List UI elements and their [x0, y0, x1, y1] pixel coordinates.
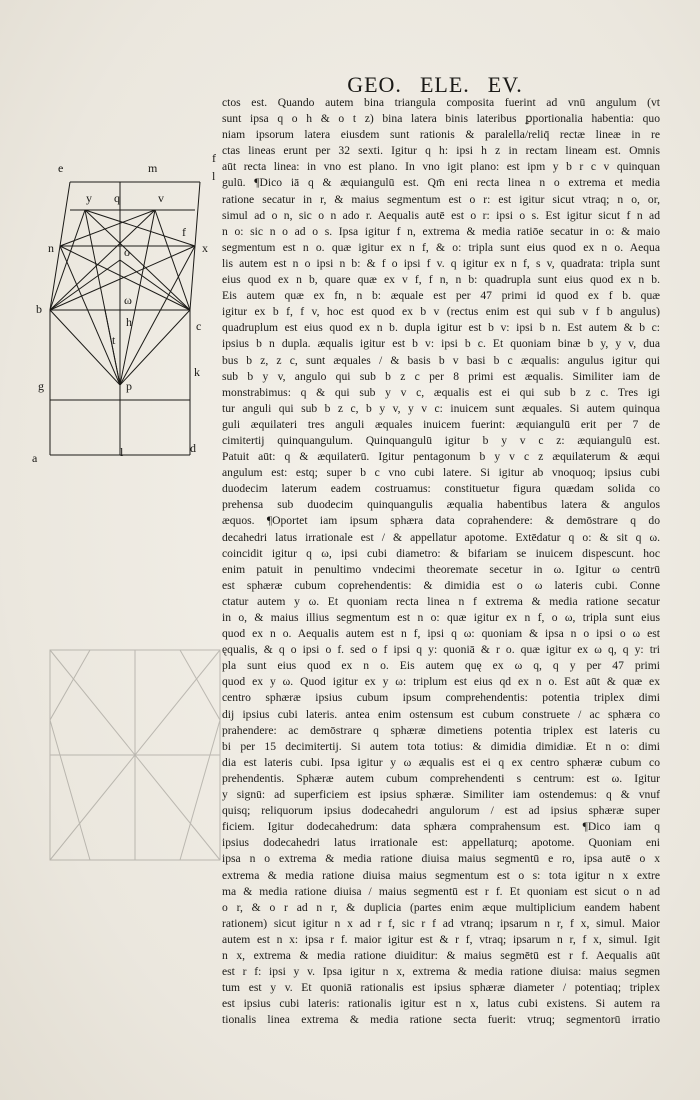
label-p: p	[126, 379, 132, 393]
text-line: niam ipsorum latera eiusdem sunt rationis & paralella/reliq̄ rectæ lineæ in re	[222, 128, 660, 142]
label-k: k	[194, 365, 200, 379]
text-line: igitur ex b f, f v, hoc est quod ex b v (rectus enim est qui sub v f b angulus)	[222, 305, 660, 319]
label-m: m	[148, 161, 158, 175]
text-line: enim patuit in penultimo vndecimi theoremate secetur in ω. Igitur ω centrū	[222, 562, 660, 576]
text-line: pla sunt eius quod ex n o. Eis autem quę ex ω q, q y per 47 primi	[222, 659, 660, 673]
text-line: bus b z, z c, sunt æquales / & basis b v basi b c æqualis: angulus igitur qui	[222, 353, 660, 367]
text-line: est ipsius cubi lateris: rationalis igitur est n x, latus cubi existens. Si autem ra	[222, 997, 660, 1011]
label-f-top: f	[212, 151, 216, 165]
label-x: x	[202, 241, 208, 255]
text-line: decahedri latus irrationale est / & appellatur apotome. Extēdatur q o: & sit q ω.	[222, 530, 660, 544]
text-line: Patuit aūt: q & æquilaterū. Igitur pentagonum b y v c z æquilaterum & æqui	[222, 450, 660, 464]
text-line: cimitertij quinquangulum. Quinquangulū igitur b y v c z: æquiangulū est.	[222, 433, 660, 447]
text-line: prehendentis. Sphæræ autem cubum comprehendenti s centrum: est ω. Igitur	[222, 771, 660, 785]
label-o: o	[124, 245, 130, 259]
label-l-top: l	[212, 169, 216, 183]
label-d: d	[190, 441, 196, 455]
text-line: quadruplum est eius quod ex n b. dupla igitur est b v: ipsi b n. Est autem & b c:	[222, 321, 660, 335]
text-line: ctos est. Quando autem bina triangula composita fuerint ad vnū angulum (vt	[222, 96, 660, 109]
label-q: q	[114, 191, 120, 205]
text-line: Eis autem quæ ex fn, n b: æquale est per 47 primi id quod ex f b. quæ	[222, 289, 660, 303]
text-line: extrema & media ratione diuisa maius segmentum est o s: tota igitur n x extre	[222, 868, 660, 882]
text-line: angulum est: estq; super b c vno cubi latere. Si igitur ab vnoquoq; ipsius cubi	[222, 466, 660, 480]
label-a: a	[32, 451, 38, 465]
text-line: ratione secatur in r, & maius segmentum est o r: est igitur sicut vtraq; n o, or,	[222, 192, 660, 206]
text-line: centro sphæræ ipsius cubum ipsum comprehendentis: potentia triplex dimi	[222, 691, 660, 705]
text-line: dij ipsius cubi lateris. antea enim ostensum est cubum construete / ac sphæra co	[222, 707, 660, 721]
running-head-ele: ELE.	[419, 72, 470, 97]
running-head-geo: GEO.	[347, 72, 402, 97]
text-line: coincidit igitur q ω, ipsi cubi diametro: & bifariam se inuicem dispescunt. hoc	[222, 546, 660, 560]
text-line: ipsius dodecahedri latus irrationale est: appellaturq; apotome. Quoniam eni	[222, 836, 660, 850]
text-line: tum est y v. Et quoniā rationalis est ipsius sphæræ diameter / potentiaq; triplex	[222, 981, 660, 995]
text-line: quisq; reliquorum ipsius dodecahedri angulorum / est ad ipsius sphæræ super	[222, 804, 660, 818]
text-line: ficiem. Igitur dodecahedrum: data sphæra comprahensum est. ¶Dico iam q	[222, 820, 660, 834]
text-line: monstrabimus: q & qui sub y v c, æqualis est ei qui sub b z c. Tres igi	[222, 385, 660, 399]
text-line: simul ad o n, sic o n ado r. Aequalis autē est o r: ipsi o s. Est igitur sicut f n ad	[222, 208, 660, 222]
text-line: ctas lineas erunt per 32 sexti. Igitur q h: ipsi h z in rectam lineam est. Omnis	[222, 144, 660, 158]
text-line: prahendere: ac demōstrare q sphæræ dimetiens potentia triplex est lateris cu	[222, 723, 660, 737]
text-line: æquos. ¶Oportet iam ipsum sphæra data coprahendere: & demōstrare q do	[222, 514, 660, 528]
geometric-figure	[30, 150, 230, 470]
text-line: ipsa n o extrema & media ratione diuisa maius segmentū e ro, ipsa autē o x	[222, 852, 660, 866]
text-line: dia est lateris cubi. Ipsa igitur y ω æqualis est ei q ex centro sphæræ cubum co	[222, 755, 660, 769]
label-n: n	[48, 241, 54, 255]
label-omega: ω	[124, 293, 132, 307]
label-t: t	[112, 333, 116, 347]
label-e: e	[58, 161, 64, 175]
label-c: c	[196, 319, 202, 333]
show-through-figure	[30, 630, 250, 890]
text-line: prehensa sub duodecim quinquangulis æqualia habentibus latera & angulos	[222, 498, 660, 512]
text-line: n x, extrema & media ratione diuiditur: & maius segmētū est r f. Aequalis aūt	[222, 948, 660, 962]
text-line: segmentum est n o. quæ igitur ex n f, & o: tripla sunt eius quod ex n o. Aequa	[222, 240, 660, 254]
text-line: ęqualis, & q o ipsi o f. sed o f ipsi q y: quoniā & r o. quæ igitur ex ω q, q y: tri	[222, 643, 660, 657]
text-line: guli æquilateri tres anguli æquales inuicem fuerint: æquiangulū erit per 7 de	[222, 417, 660, 431]
text-line: sunt ipsa q o h & o t z) bina latera binis lateribus ꝑportionalia habentia: quo	[222, 112, 660, 126]
text-line: tur anguli qui sub b z c, b y v, y v c: inuicem sunt æquales. Si autem quinqua	[222, 401, 660, 415]
text-line: ctatur autem y ω. Et quoniam recta linea n f extrema & media ratione secatur	[222, 594, 660, 608]
text-line: ipsius b n dupla. æqualis igitur est b v: ipsi b c. Et quoniam binæ b y, y v, dua	[222, 337, 660, 351]
text-line: duodecim laterum eadem costruamus: constituetur figura quædam solida co	[222, 482, 660, 496]
text-line: autem est n x: ipsa r f. maior igitur est & r f, vtraq; ipsarum n r, f x, simul. Igit	[222, 932, 660, 946]
text-line: o r, & o r ad n r, & duplicia (partes enim æque multiplicium eandem habent	[222, 900, 660, 914]
text-line: est sphæræ cubum coprehendentis: & dimidia est o ω lateris cubi. Conne	[222, 578, 660, 592]
text-line: tionalis linea extrema & media ratione secta fuerit: vtruq; segmentorū irratio	[222, 1013, 660, 1027]
text-line: aūt recta linea: in vno est plano. In vno igit plano: est ipm y b r c v quinquan	[222, 160, 660, 174]
text-line: quod ex n o. Aequalis autem est n f, ipsi q ω: quoniam & ipsa n o ipsi o ω est	[222, 627, 660, 641]
text-line: gulū. ¶Dico iā q & æquiangulū est. Qm̄ eni recta linea n o extrema et media	[222, 176, 660, 190]
label-l-bottom: l	[120, 445, 124, 459]
text-line: eius quod ex n b, quare quæ ex v f, f n, n b: quadrupla sunt eius quod ex n b.	[222, 273, 660, 287]
text-line: y signū: ad superficiem est ipsius sphæræ. Similiter iam ostendemus: q & vnuf	[222, 788, 660, 802]
text-line: est r f: ipsi y v. Ipsa igitur n x, extrema & media ratione diuisa: maius segmen	[222, 965, 660, 979]
label-h: h	[126, 315, 132, 329]
text-line: bi per 15 decimitertij. Si autem tota totius: & dimidia dimidiæ. Et n o: dimi	[222, 739, 660, 753]
label-y: y	[86, 191, 92, 205]
text-line: n o: sic n o ad o s. Ipsa igitur f n, extrema & media ratiōe secatur in o: & maio	[222, 224, 660, 238]
text-line: lis autem est n o ipsi n b: & f o ipsi f v. q igitur ex n f, s v, quadrata: tripla sunt	[222, 256, 660, 270]
text-line: quod ex y ω. Quod igitur ex y ω: triplum est eius qd ex n o. Est aūt & quæ ex	[222, 675, 660, 689]
label-g: g	[38, 379, 44, 393]
label-b: b	[36, 302, 42, 316]
text-line: sub b y v, angulo qui sub b z c per 8 primi est æqualis. Similiter iam de	[222, 369, 660, 383]
text-line: ma & media ratione diuisa / maius segmentū est r f. Et quoniam est sicut o n ad	[222, 884, 660, 898]
text-line: rationem) sicut igitur n x ad r f, sic r f ad vtranq; ipsarum n r, f x, simul. Maior	[222, 916, 660, 930]
body-text	[222, 95, 660, 1085]
running-head-ev: EV.	[487, 72, 523, 97]
label-v: v	[158, 191, 164, 205]
text-line: in o, & maius illius segmentum est n o: quæ igitur ex n f, o ω, tripla sunt eius	[222, 611, 660, 624]
label-f-mid: f	[182, 225, 186, 239]
